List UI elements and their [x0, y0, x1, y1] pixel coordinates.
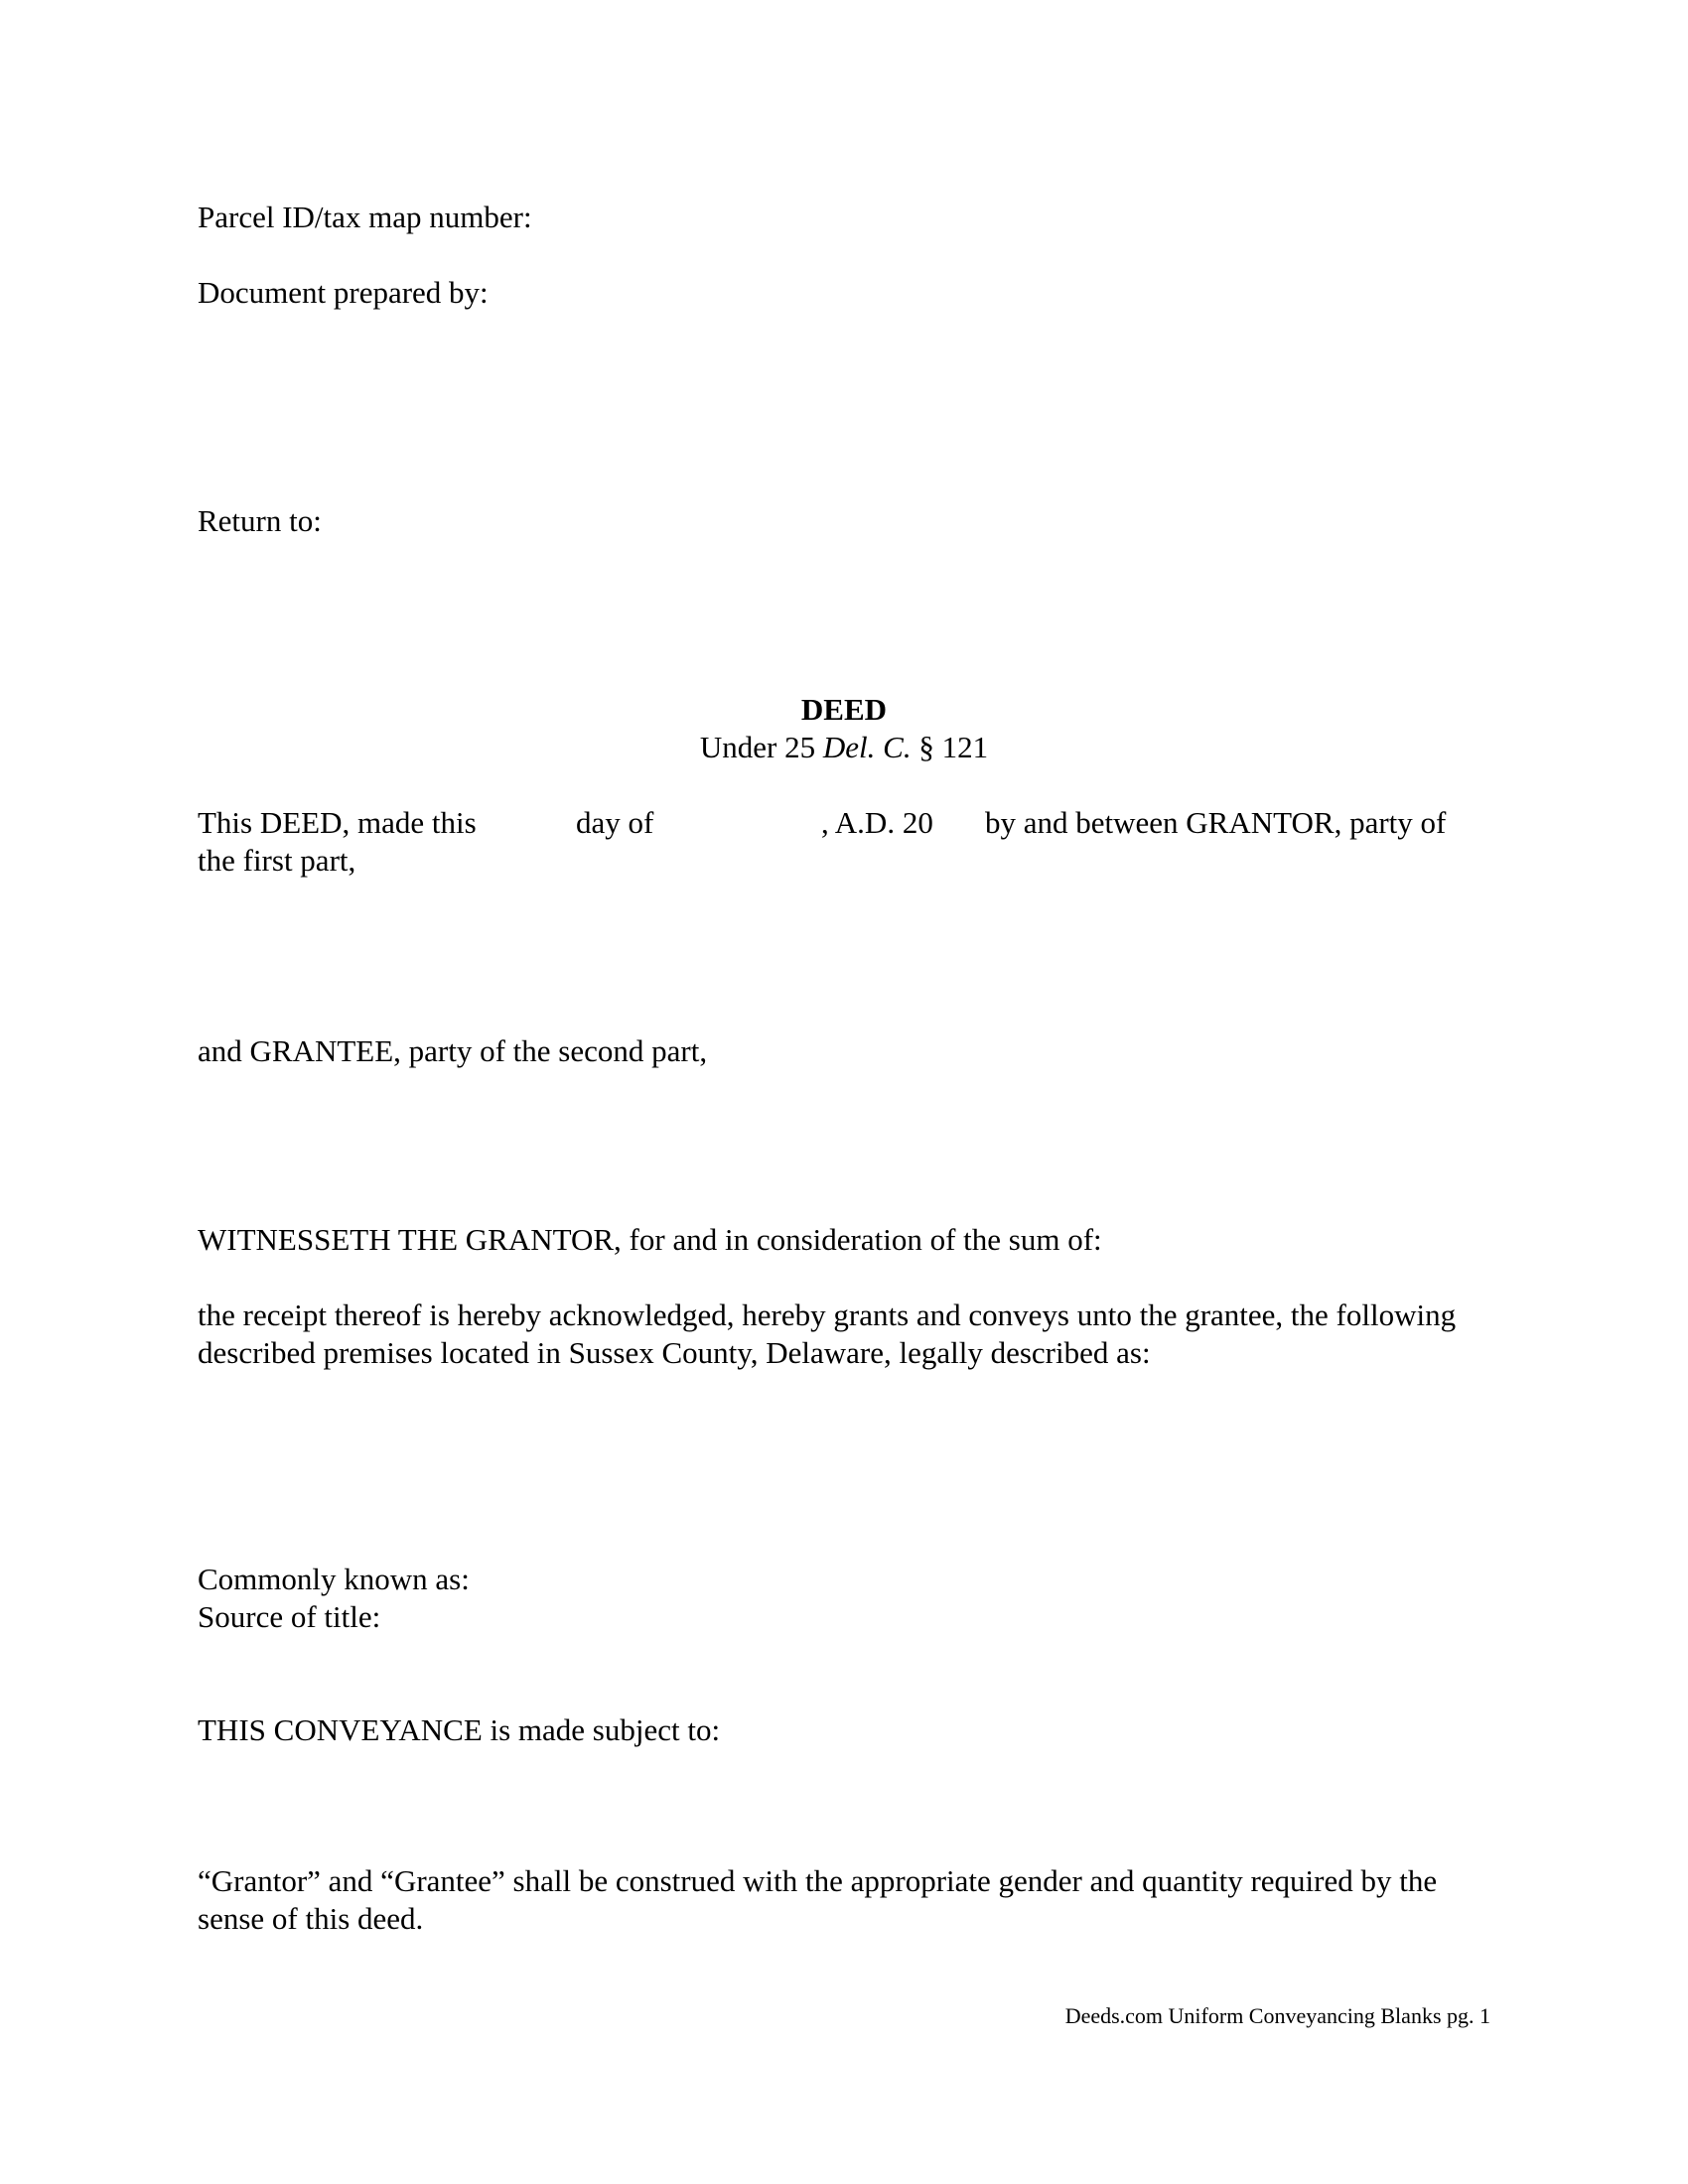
- return-to-label: Return to:: [198, 503, 322, 538]
- page-footer: Deeds.com Uniform Conveyancing Blanks pg. 1: [1064, 2003, 1490, 2028]
- receipt-paragraph: the receipt thereof is hereby acknowledged, hereby grants and conveys unto the grantee, the following described premises located in Sussex County, Delaware, legally described as:: [198, 1297, 1457, 1370]
- statute-prefix: Under 25: [699, 730, 823, 764]
- commonly-known-label: Commonly known as:: [198, 1562, 470, 1596]
- deed-date-line: [198, 804, 1498, 842]
- ad-year-text: , A.D. 20: [821, 805, 933, 840]
- witnesseth-line: WITNESSETH THE GRANTOR, for and in consideration of the sum of:: [198, 1222, 1102, 1257]
- conveyance-subject-line: THIS CONVEYANCE is made subject to:: [198, 1712, 721, 1747]
- parcel-id-label: Parcel ID/tax map number:: [198, 200, 532, 234]
- document-prepared-by-label: Document prepared by:: [198, 275, 489, 310]
- between-grantor-text: by and between GRANTOR, party of: [985, 805, 1447, 840]
- statute-section: § 121: [911, 730, 989, 764]
- statute-subtitle: [0, 729, 1688, 766]
- statute-code: Del. C.: [822, 730, 912, 764]
- source-of-title-label: Source of title:: [198, 1599, 381, 1634]
- day-of-text: day of: [576, 805, 654, 840]
- construction-paragraph: “Grantor” and “Grantee” shall be construed with the appropriate gender and quantity required by the sense of this deed.: [198, 1863, 1438, 1936]
- first-part-text: the first part,: [198, 843, 356, 878]
- grantee-line: and GRANTEE, party of the second part,: [198, 1033, 708, 1068]
- document-title: DEED: [800, 692, 888, 727]
- made-this-text: This DEED, made this: [198, 805, 477, 840]
